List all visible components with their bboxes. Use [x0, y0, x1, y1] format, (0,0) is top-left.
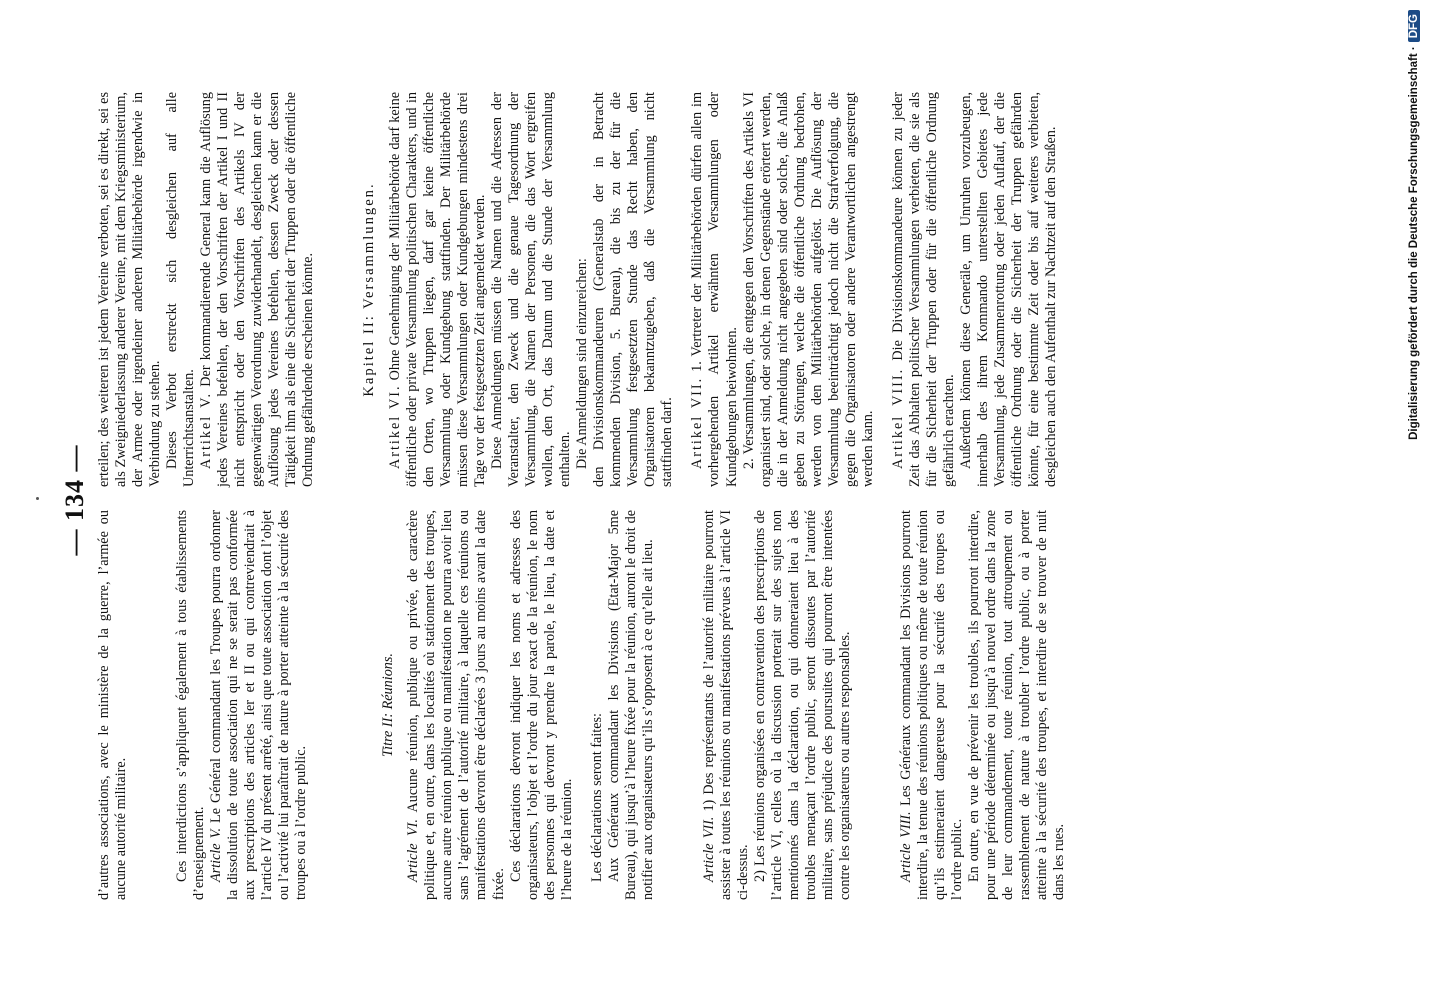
- french-article-v: [208, 510, 310, 900]
- french-article-v-text: Le Général commandant les Troupes pourra ordonner la dissolution de toute association qui ne se serait pas conformée aux prescriptions des articles Ier et II ou qui contreviendrait à l’article IV du présent arrêté, ainsi que toute association dont l’objet ou l’activité lui paraîtrait de nature à porter atteinte à la sécurité des troupes ou à l’ordre public.: [208, 510, 310, 900]
- french-article-viii: [898, 510, 966, 900]
- german-artikel-viii-paragraph-2: Außerdem können diese Generäle, um Unruhen vorzubeugen, innerhalb des ihrem Kommando unterstellten Gebietes jede Versammlung, jede Zusammenrottung oder jeden Auflauf, der die öffentliche Ordnung oder die Sicherheit der Truppen gefährden könnte, für eine bestimmte Zeit oder bis auf weiteres verbieten, desgleichen auch den Aufenthalt zur Nachtzeit auf den Straßen.: [957, 92, 1060, 487]
- page-number: — 134 —: [60, 444, 89, 556]
- french-article-vi: [405, 510, 507, 900]
- dfg-logo: DFG: [1408, 10, 1420, 42]
- french-divisions-paragraph: Aux Généraux commandant les Divisions (Etat-Major 5me Bureau), qui jusqu’à l’heure fixée pour la réunion, auront le droit de notifier aux organisateurs qu’ils s’opposent à ce qu’elle ait lieu.: [605, 510, 656, 900]
- french-faites-paragraph: Les déclarations seront faites:: [588, 712, 605, 882]
- digitization-credit: [1408, 10, 1420, 1000]
- french-article-vi-text: Aucune réunion, publique ou privée, de caractère politique et, en outre, dans les localités où stationnent des troupes, aucune autre réunion publique ou manifestation ne pourra avoir lieu sans l’agrément de l’autorité militaire, à laquelle ces réunions ou manifestations devront être déclarées 3 jours au moins avant la date fixée.: [405, 510, 507, 900]
- french-titre-ii-heading: Titre II: Réunions.: [380, 653, 397, 757]
- french-article-viii-label: Article VIII.: [898, 811, 915, 882]
- german-artikel-v-label: Artikel V.: [198, 391, 215, 469]
- german-artikel-vi: [387, 92, 489, 487]
- german-einzureichen-paragraph: Die Anmeldungen sind einzureichen:: [574, 258, 591, 469]
- french-interdictions-paragraph: Ces interdictions s’appliquent également à tous établissements d’enseignement.: [174, 510, 208, 900]
- german-column: [96, 92, 1060, 487]
- french-article-vii: [701, 510, 752, 900]
- french-article-vii-text: 1) Des représentants de l’autorité militaire pourront assister à toutes les réunions ou manifestations prévues à l’article VI ci-dessus.: [700, 510, 751, 900]
- german-verbot-paragraph: Dieses Verbot erstreckt sich desgleichen auf alle Unterrichtsanstalten.: [164, 92, 198, 487]
- german-artikel-v-text: Der kommandierende General kann die Auflösung jedes Vereines befehlen, der den Vorschriften der Artikel I und II nicht entspricht oder den Vorschriften des Artikels IV der gegenwärtigen Verordnung zuwiderhandelt, desgleichen kann er die Auflösung jedes Vereines befehlen, dessen Zweck oder dessen Tätigkeit ihm als eine die Sicherheit der Truppen oder die öffentliche Ordnung gefährdende erscheinen könnte.: [198, 92, 317, 487]
- german-artikel-viii-text: Die Divisionskommandeure können zu jeder Zeit das Abhalten politischer Versammlungen verbieten, die sie als für die Sicherheit der Truppen oder für die öffentliche Ordnung gefährlich erachten.: [889, 92, 957, 487]
- scan-speck: [36, 497, 39, 500]
- french-declarations-paragraph: Ces déclarations devront indiquer les noms et adresses des organisateurs, l’objet et l’ordre du jour exact de la réunion, le nom des personnes qui devront y prendre la parole, le lieu, la date et l’heure de la réunion.: [507, 510, 575, 900]
- german-artikel-vi-text: Ohne Genehmigung der Militärbehörde darf keine öffentliche oder private Versammlung politischen Charakters, und in den Orten, wo Truppen liegen, darf gar keine öffentliche Versammlung oder Kundgebung stattfinden. Der Militärbehörde müssen diese Versammlungen oder Kundgebungen mindestens drei Tage vor der festgesetzten Zeit angemeldet werden.: [386, 92, 489, 487]
- french-article-viii-text: Les Généraux commandant les Divisions pourront interdire, la tenue des réunions politiques ou même de toute réunion qu’ils estimeraient dangereuse pour la sécurité des troupes ou l’ordre public.: [898, 510, 966, 900]
- german-artikel-vii: [689, 92, 740, 487]
- german-artikel-viii-label: Artikel VIII.: [889, 367, 906, 469]
- french-column: [96, 510, 1068, 900]
- french-article-vii-label: Article VII.: [700, 816, 717, 882]
- french-article-vi-label: Article VI.: [405, 819, 422, 882]
- german-artikel-vii-label: Artikel VII.: [689, 376, 706, 469]
- french-article-vii-paragraph-2: 2) Les réunions organisées en contravention des prescriptions de l’article VI, celles où la discussion porterait sur des sujets non mentionnés dans la déclaration, ou qui donneraient lieu à des troubles menaçant l’ordre public, seront dissoutes par l’autorité militaire, sans préjudice des poursuites qui pourront être intentées contre les organisateurs ou autres responsables.: [751, 510, 854, 900]
- german-artikel-viii: [890, 92, 958, 487]
- digitization-credit-text: Digitalisierung gefördert durch die Deutsche Forschungsgemeinschaft ·: [1408, 46, 1420, 440]
- french-article-v-label: Article V.: [208, 827, 225, 882]
- german-divisionskommandeuren-paragraph: den Divisionskommandeuren (Generalstab der in Betracht kommenden Division, 5. Bureau), die bis zu der für die Versammlung festgesetzten Stunde das Recht haben, den Organisatoren bekanntzugeben, daß die Versammlung nicht stattfinden darf.: [591, 92, 676, 487]
- german-kapitel-ii-heading: Kapitel II: Versammlungen.: [361, 182, 378, 397]
- german-anmeldungen-paragraph: Diese Anmeldungen müssen die Namen und die Adressen der Veranstalter, den Zweck und die genaue Tagesordnung der Versammlung, die Namen der Personen, die das Wort ergreifen wollen, den Ort, das Datum und die Stunde der Versammlung enthalten.: [489, 92, 574, 487]
- german-artikel-vii-text: 1. Vertreter der Militärbehörden dürfen allen im vorhergehenden Artikel erwähnten Versammlungen oder Kundgebungen beiwohnten.: [689, 91, 740, 487]
- french-intro-paragraph: d’autres associations, avec le ministère de la guerre, l’armée ou aucune autorité militaire.: [96, 510, 130, 900]
- german-artikel-v: [198, 92, 317, 487]
- french-article-viii-paragraph-2: En outre, en vue de prévenir les troubles, ils pourront interdire, pour une période déterminée ou jusqu’à nouvel ordre dans la zone de leur commandement, toute réunion, tout attroupement ou rassemblement de nature à troubler l’ordre public, ou à porter atteinte à la sécurité des troupes, et interdire de se trouver de nuit dans les rues.: [966, 510, 1068, 900]
- german-artikel-vi-label: Artikel VI.: [386, 384, 403, 469]
- german-intro-paragraph: erteilen; des weiteren ist jedem Vereine verboten, sei es direkt, sei es als Zweigniederlassung anderer Vereine, mit dem Kriegsministerium, der Armee oder irgendeiner anderen Militärbehörde irgendwie in Verbindung zu stehen.: [96, 92, 164, 487]
- german-artikel-vii-paragraph-2: 2. Versammlungen, die entgegen den Vorschriften des Artikels VI organisiert sind, oder solche, in denen Gegenstände erörtert werden, die in der Anmeldung nicht angegeben sind oder solche, die Anlaß geben zu Störungen, welche die öffentliche Ordnung bedrohen, werden von den Militärbehörden aufgelöst. Die Auflösung der Versammlung beeinträchtigt jedoch nicht die Strafverfolgung, die gegen die Organisatoren oder andere Verantwortlichen angestrengt werden kann.: [740, 92, 876, 487]
